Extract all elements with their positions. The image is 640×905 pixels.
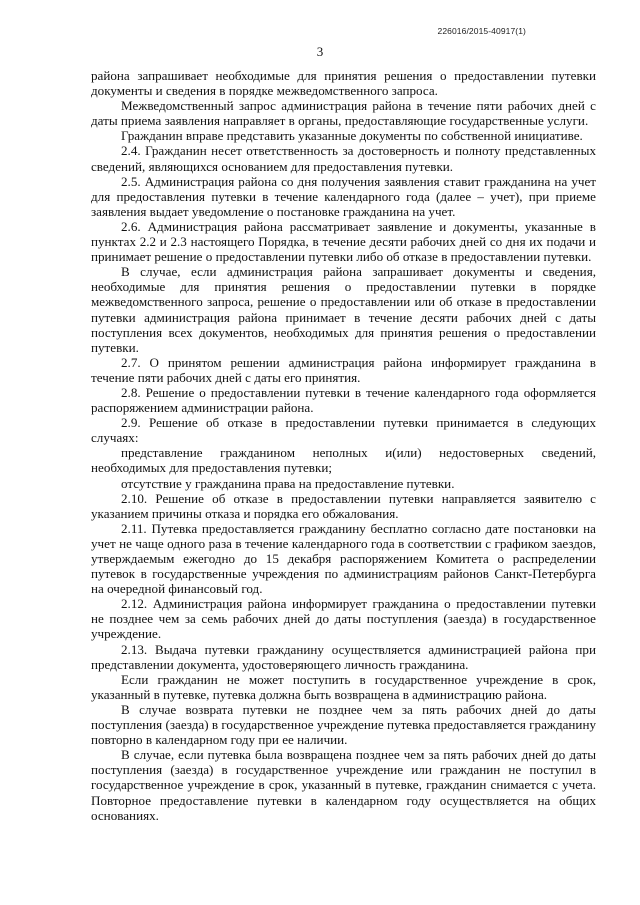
paragraph: 2.8. Решение о предоставлении путевки в течение календарного года оформляется распоряжением администрации района.	[91, 384, 596, 416]
document-id: 226016/2015-40917(1)	[437, 26, 526, 36]
paragraph: 2.7. О принятом решении администрация района информирует гражданина в течение пяти рабочих дней с даты его принятия.	[91, 354, 596, 385]
document-body	[91, 68, 596, 823]
paragraph: 2.9. Решение об отказе в предоставлении путевки принимается в следующих случаях:	[91, 415, 596, 446]
paragraph: Гражданин вправе представить указанные документы по собственной инициативе.	[121, 128, 583, 144]
paragraph: Межведомственный запрос администрация района в течение пяти рабочих дней с даты приема заявления направляет в органы, предоставляющие государственные услуги.	[91, 98, 596, 129]
paragraph: В случае, если путевка была возвращена позднее чем за пять рабочих дней до даты поступления (заезда) в государственное учреждение или гражданин не поступил в государственное учреждение в срок, указанный в путевке, гражданин снимается с учета. Повторное предоставление путевки в календарном году осуществляется на общих основаниях.	[91, 747, 596, 823]
paragraph: Если гражданин не может поступить в государственное учреждение в срок, указанный в путевке, путевка должна быть возвращена в администрацию района.	[91, 671, 596, 702]
paragraph: 2.12. Администрация района информирует гражданина о предоставлении путевки не позднее чем за семь рабочих дней до даты поступления (заезда) в государственное учреждение.	[91, 596, 596, 642]
paragraph: 2.10. Решение об отказе в предоставлении путевки направляется заявителю с указанием причины отказа и порядка его обжалования.	[91, 490, 596, 521]
paragraph: 2.11. Путевка предоставляется гражданину бесплатно согласно дате постановки на учет не чаще одного раза в течение календарного года в соответствии с графиком заездов, утверждаемым ежегодно до 15 декабря распоряжением Комитета о распределении путевок в государственные учреждения по администрациям районов Санкт-Петербурга на очередной финансовый год.	[91, 520, 596, 597]
paragraph: 2.5. Администрация района со дня получения заявления ставит гражданина на учет для предоставления путевки в течение календарного года (далее – учет), при приеме заявления выдает уведомление о постановке гражданина на учет.	[91, 173, 596, 219]
paragraph: 2.6. Администрация района рассматривает заявление и документы, указанные в пунктах 2.2 и 2.3 настоящего Порядка, в течение десяти рабочих дней со дня их подачи и принимает решение о предоставлении путевки либо об отказе в предоставлении путевки.	[91, 218, 596, 265]
paragraph: района запрашивает необходимые для принятия решения о предоставлении путевки документы и сведения в порядке межведомственного запроса.	[91, 68, 596, 99]
paragraph: 2.13. Выдача путевки гражданину осуществляется администрацией района при представлении документа, удостоверяющего личность гражданина.	[91, 641, 596, 672]
page-number: 3	[316, 44, 324, 59]
paragraph: отсутствие у гражданина права на предоставление путевки.	[121, 475, 455, 491]
paragraph: представление гражданином неполных и(или) недостоверных сведений, необходимых для предоставления путевки;	[91, 445, 596, 476]
paragraph: В случае возврата путевки не позднее чем за пять рабочих дней до даты поступления (заезда) в государственное учреждение путевка предоставляется гражданину повторно в календарном году при ее наличии.	[91, 701, 596, 748]
paragraph: В случае, если администрация района запрашивает документы и сведения, необходимые для принятия решения о предоставлении путевки в порядке межведомственного запроса, решение о предоставлении или об отказе в предоставлении путевки администрация района принимает в течение десяти рабочих дней с даты поступления всех документов, необходимых для принятия решения о предоставлении путевки.	[91, 264, 596, 355]
paragraph: 2.4. Гражданин несет ответственность за достоверность и полноту представленных сведений, являющихся основанием для предоставления путевки.	[91, 143, 596, 174]
